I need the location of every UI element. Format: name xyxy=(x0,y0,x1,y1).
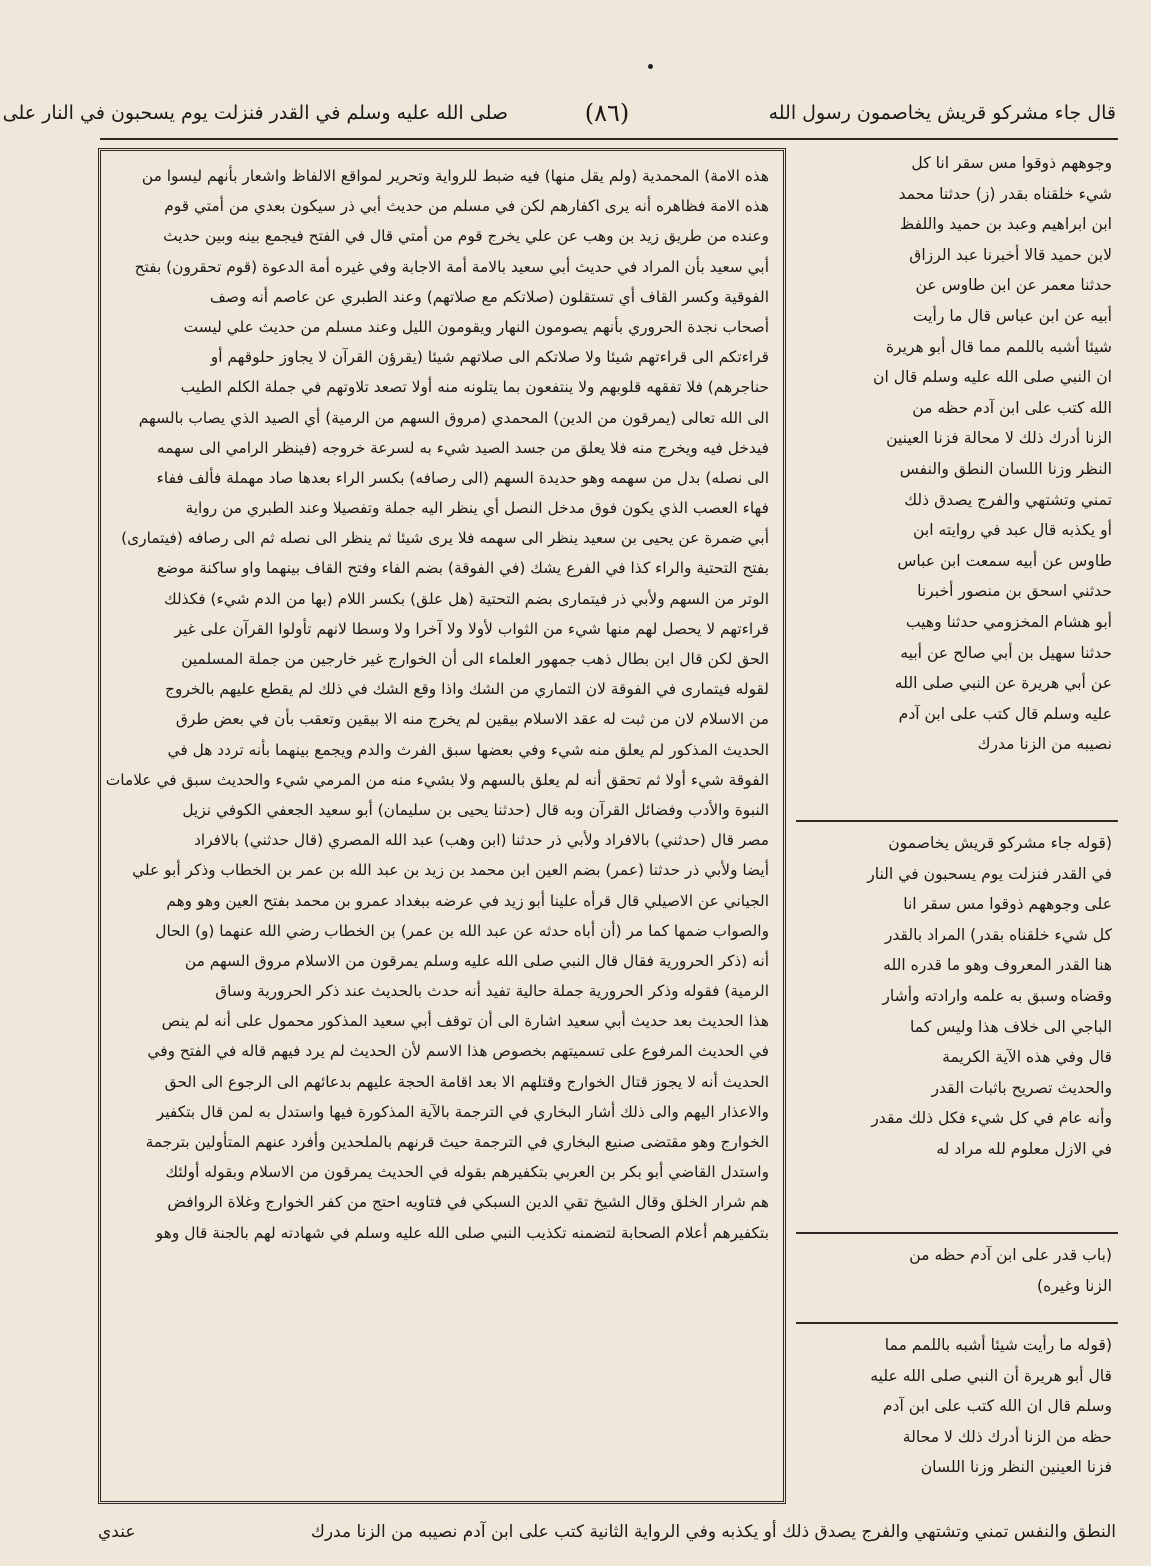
header-left-text: صلى الله عليه وسلم في القدر فنزلت يوم يسحبون في النار على xyxy=(2,102,508,124)
commentary-line: أنه (ذكر الحرورية فقال قال النبي صلى الله عليه وسلم يمرقون من الاسلام مروق السهم من xyxy=(184,951,769,970)
main-commentary-frame xyxy=(98,148,786,1504)
commentary-line: والصواب ضمها كما مر (أن أباه حدثه عن عبد الله بن عمر) بن الخطاب رضي الله عنهما (و) الحال xyxy=(155,921,769,940)
side-text-line: في القدر فنزلت يوم يسحبون في النار xyxy=(867,864,1112,883)
side-text-line: قال أبو هريرة أن النبي صلى الله عليه xyxy=(870,1366,1112,1385)
side-text-line: أبيه عن ابن عباس قال ما رأيت xyxy=(912,306,1112,325)
side-text-line: الزنا وغيره) xyxy=(1037,1276,1112,1295)
commentary-line: الخوارج وهو مقتضى صنيع البخاري في الترجمة حيث قرنهم بالملحدين وأفرد عنهم المتأولين بترجمة xyxy=(145,1133,769,1151)
header-rule xyxy=(100,138,1118,140)
side-text-line: وجوههم ذوقوا مس سقر انا كل xyxy=(911,154,1112,172)
commentary-line: أبي سعيد بأن المراد في حديث أبي سعيد بالامة أمة الاجابة وفي غيره أمة الدعوة (قوم تحقرون) بفتح xyxy=(134,257,769,276)
commentary-line: في الحديث المرفوع على تسميتهم بخصوص هذا الاسم لأن الحديث لم يرد فيهم قاله في الفتح وفي xyxy=(147,1042,769,1061)
commentary-line: الفوقية وكسر القاف أي تستقلون (صلاتكم مع صلاتهم) وعند الطبري عن عاصم أنه وصف xyxy=(209,287,769,306)
top-ornament-dot xyxy=(648,64,653,69)
page-header xyxy=(2,90,1116,136)
commentary-line: وعنده من طريق زيد بن وهب عن علي يخرج قوم من أمتي قال في الفتح فيجمع بينه وبين حديث xyxy=(163,227,769,246)
page-number: (٨٦) xyxy=(584,99,630,127)
commentary-line: والاعذار اليهم والى ذلك أشار البخاري في الترجمة بالآية المذكورة فيها واستدل به لمن قال بتكفير xyxy=(156,1102,769,1121)
commentary-line: قراءتكم الى قراءتهم شيئا ولا صلاتكم الى صلاتهم شيئا (يقرؤن القرآن لا يجاوز حلوقهم أو xyxy=(210,348,769,367)
side-text-line: أبو هشام المخزومي حدثنا وهيب xyxy=(905,612,1112,631)
side-text-line: قال وفي هذه الآية الكريمة xyxy=(942,1048,1112,1067)
commentary-line: مصر قال (حدثني) بالافراد ولأبي ذر حدثنا (ابن وهب) عبد الله المصري (قال حدثني) بالافراد xyxy=(194,831,769,850)
commentary-line: قراءتهم لا يحصل لهم منها شيء من الثواب لأولا ولا آخرا ولا وسطا لانهم تأولوا القرآن على غير xyxy=(174,619,769,638)
commentary-line: أبي ضمرة عن يحيى بن سعيد ينظر الى سهمه فلا يرى شيئا ثم ينظر الى نصله ثم الى رصافه (فيتمارى) xyxy=(121,529,769,548)
commentary-line: بفتح التحتية والراء كذا في الفرع يشك (في الفوقة) بضم الفاء وفتح القاف بينهما واو ساكنة موضع xyxy=(156,559,769,578)
side-text-line: نصيبه من الزنا مدرك xyxy=(977,735,1112,754)
side-chapter-heading xyxy=(796,1232,1118,1301)
side-text-line: تمني وتشتهي والفرج يصدق ذلك xyxy=(904,490,1112,509)
side-text-line: لابن حميد قالا أخبرنا عبد الرزاق xyxy=(909,245,1112,264)
commentary-line: فيدخل فيه ويخرج منه فلا يعلق من جسد الصيد شيء به لسرعة خروجه (فينظر الرامي الى سهمه xyxy=(156,438,769,457)
side-text-line: هنا القدر المعروف وهو ما قدره الله xyxy=(883,956,1112,975)
side-text-line: حدثني اسحق بن منصور أخبرنا xyxy=(917,582,1112,601)
commentary-line: هذا الحديث بعد حديث أبي سعيد اشارة الى أن توقف أبي سعيد المذكور محمول على أنه لم ينص xyxy=(161,1012,769,1031)
side-text-line: أو يكذبه قال عبد في روايته ابن xyxy=(913,521,1112,540)
side-text-line: الله كتب على ابن آدم حظه من xyxy=(912,398,1112,417)
commentary-line: هذه الامة) المحمدية (ولم يقل منها) فيه ضبط للرواية وتحرير لمواقع الالفاظ واشعار بأنهم ليسوا من xyxy=(141,167,769,185)
commentary-line: حناجرهم) فلا تفقهه قلوبهم ولا ينتفعون بما يتلونه منه أولا تصعد تلاوتهم في جملة الكلم الطيب xyxy=(180,378,769,397)
side-text-line: عن أبي هريرة عن النبي صلى الله xyxy=(894,674,1112,693)
side-text-line: وسلم قال ان الله كتب على ابن آدم xyxy=(882,1397,1112,1416)
side-column xyxy=(796,148,1118,1504)
side-text-line: (باب قدر على ابن آدم حظه من xyxy=(909,1246,1112,1264)
side-text-line: حدثنا معمر عن ابن طاوس عن xyxy=(915,276,1112,295)
commentary-line: الرمية) فقوله وذكر الحرورية جملة حالية تفيد أنه حدث بالحديث عند ذكر الحرورية وساق xyxy=(215,982,769,1001)
commentary-line: من الاسلام لان من ثبت له عقد الاسلام بيقين لم يخرج منه الا بيقين وتعقب بأن في بعض طرق xyxy=(175,710,769,729)
commentary-line: النبوة والأدب وفضائل القرآن وبه قال (حدثنا يحيى بن سليمان) أبو سعيد الجعفي الكوفي نزيل xyxy=(182,800,769,819)
commentary-line: هم شرار الخلق وقال الشيخ تقي الدين السبكي في فتاويه احتج من كفر الخوارج وغلاة الروافض xyxy=(167,1193,769,1212)
side-text-line: في الازل معلوم لله مراد له xyxy=(936,1139,1112,1158)
side-text-line: حظه من الزنا أدرك ذلك لا محالة xyxy=(902,1427,1112,1446)
side-text-line: طاوس عن أبيه سمعت ابن عباس xyxy=(897,551,1112,570)
side-hadith-text xyxy=(796,148,1118,760)
side-text-line: عليه وسلم قال كتب على ابن آدم xyxy=(898,704,1112,723)
side-text-line: كل شيء خلقناه بقدر) المراد بالقدر xyxy=(884,925,1112,944)
commentary-line: هذه الامة فظاهره أنه يرى اكفارهم لكن في مسلم من حديث أبي ذر سيكون بعدي من أمتي قوم xyxy=(164,197,769,216)
commentary-line: أيضا ولأبي ذر حدثنا (عمر) بضم العين ابن محمد بن زيد بن عبد الله بن عمر بن الخطاب وذكر أبو علي xyxy=(132,861,769,880)
commentary-line: فهاء العصب الذي يكون فوق مدخل النصل أي ينظر اليه جملة وتفصيلا وعند الطبري من رواية xyxy=(185,499,769,518)
header-right-text: قال جاء مشركو قريش يخاصمون رسول الله xyxy=(768,102,1116,124)
side-text-line: النظر وزنا اللسان النطق والنفس xyxy=(899,459,1112,478)
side-commentary-1 xyxy=(796,820,1118,1165)
side-text-line: حدثنا سهيل بن أبي صالح عن أبيه xyxy=(900,643,1112,662)
side-text-line: وقضاه وسبق به علمه وارادته وأشار xyxy=(882,986,1112,1005)
side-text-line: فزنا العينين النظر وزنا اللسان xyxy=(920,1458,1112,1477)
side-text-line: على وجوههم ذوقوا مس سقر انا xyxy=(903,895,1112,914)
page-footer xyxy=(98,1512,1116,1552)
side-text-line: (قوله ما رأيت شيئا أشبه باللمم مما xyxy=(884,1336,1112,1354)
commentary-line: الفوقة شيء أولا ثم تحقق أنه لم يعلق بالسهم ولا بشيء منه من المرمي شيء والحديث سبق في علامات xyxy=(105,770,769,789)
side-text-line: الباجي الى خلاف هذا وليس كما xyxy=(910,1017,1112,1036)
side-commentary-2 xyxy=(796,1322,1118,1483)
side-text-line: ابن ابراهيم وعبد بن حميد واللفظ xyxy=(899,215,1112,234)
side-text-line: (قوله جاء مشركو قريش يخاصمون xyxy=(888,834,1112,852)
side-text-line: والحديث تصريح باثبات القدر xyxy=(931,1078,1112,1097)
commentary-line: الى الله تعالى (يمرقون من الدين) المحمدي (مروق السهم من الرمية) أي الصيد الذي يصاب بالسهم xyxy=(138,408,769,427)
commentary-line: أصحاب نجدة الحروري بأنهم يصومون النهار ويقومون الليل وعند مسلم من حديث علي ليست xyxy=(183,317,769,336)
side-text-line: شيء خلقناه بقدر (ز) حدثنا محمد xyxy=(898,184,1112,203)
commentary-line: الحديث أنه لا يجوز قتال الخوارج وقتلهم الا بعد اقامة الحجة عليهم بدعائهم الى الرجوع الى الحق xyxy=(164,1072,769,1091)
commentary-line: لقوله فيتمارى في الفوقة لان التماري من الشك واذا وقع الشك في ذلك لم يقطع عليهم بالخروج xyxy=(165,680,769,699)
commentary-line: الحق لكن قال ابن بطال ذهب جمهور العلماء الى أن الخوارج غير خارجين من جملة المسلمين xyxy=(181,650,769,668)
side-text-line: الزنا أدرك ذلك لا محالة فزنا العينين xyxy=(886,429,1112,448)
commentary-line: الى نصله) بدل من سهمه وهو حديدة السهم (الى رصافه) بكسر الراء بعدها صاد مهملة فألف ففاء xyxy=(156,468,769,487)
commentary-line: الحديث المذكور لم يعلق منه شيء وفي بعضها سبق الفرث والدم ويجمع بينهما بأنه تردد هل في xyxy=(167,740,769,759)
commentary-line: الجياني عن الاصيلي قال قرأه علينا أبو زيد في عرضه ببغداد عمرو بن محمد بفتح العين وهو وهم xyxy=(166,891,769,910)
side-text-line: ان النبي صلى الله عليه وسلم قال ان xyxy=(873,368,1112,387)
catchword: عندي xyxy=(98,1522,136,1542)
side-text-line: شيئا أشبه باللمم مما قال أبو هريرة xyxy=(885,337,1112,356)
commentary-line: بتكفيرهم أعلام الصحابة لتضمنه تكذيب النبي صلى الله عليه وسلم في شهادته لهم بالجنة قال وهو xyxy=(155,1223,769,1242)
footer-text: النطق والنفس تمني وتشتهي والفرج يصدق ذلك أو يكذبه وفي الرواية الثانية كتب على ابن آدم نصيبه من الزنا مدرك xyxy=(310,1522,1116,1542)
commentary-line: واستدل القاضي أبو بكر بن العربي بتكفيرهم بقوله في الحديث يمرقون من الاسلام وبقوله أولئك xyxy=(165,1163,769,1182)
commentary-line: الوتر من السهم ولأبي ذر فيتمارى بضم التحتية (هل علق) بكسر اللام (بها من الدم شيء) فكذلك xyxy=(164,589,769,608)
side-text-line: وأنه عام في كل شيء فكل ذلك مقدر xyxy=(871,1109,1112,1128)
